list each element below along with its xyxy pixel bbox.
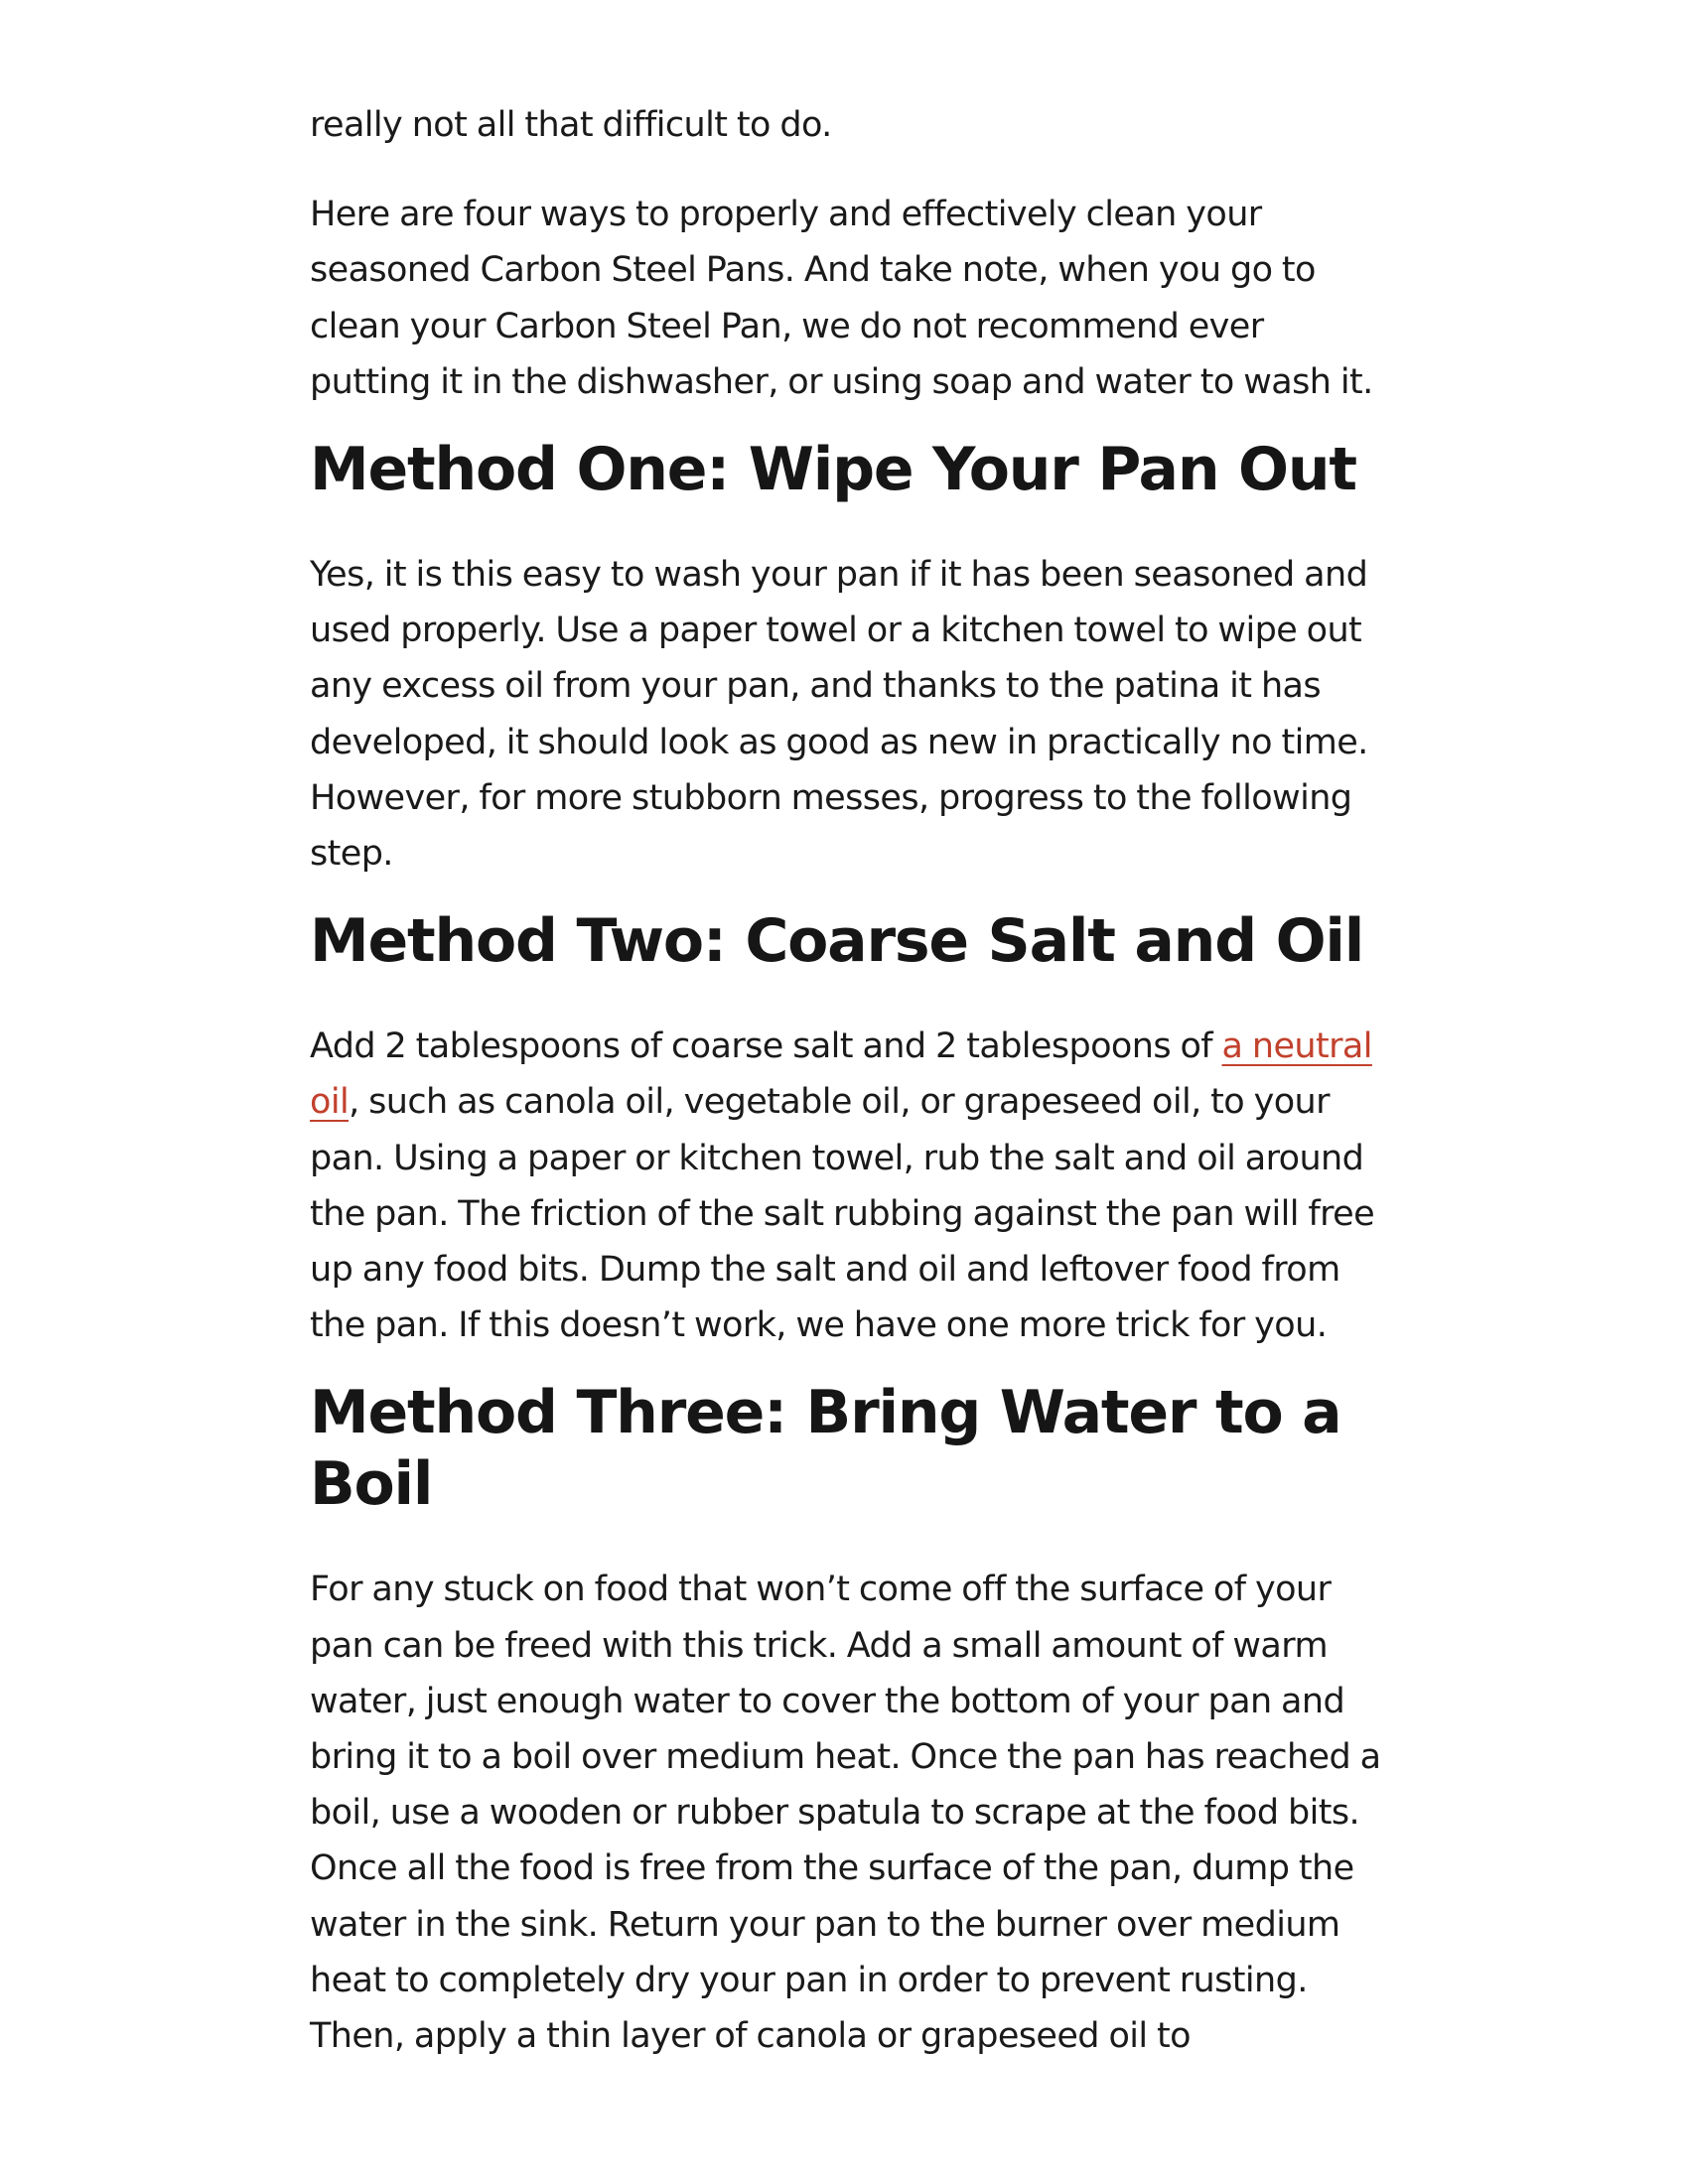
paragraph-method-three: For any stuck on food that won’t come off the surface of your pan can be freed with this trick. Add a small amount of warm water, just enough water to cover the bottom of your pan and bring it to a boil over medium heat. Once the pan has reached a boil, use a wooden or rubber spatula to scrape at the food bits. Once all the food is free from the surface of the pan, dump the water in the sink. Return your pan to the burner over medium heat to completely dry your pan in order to prevent rusting. Then, apply a thin layer of canola or grapeseed oil to [310, 1570, 1381, 2057]
article-body [310, 97, 1392, 2064]
heading-method-three: Method Three: Bring Water to a Boil [310, 1378, 1341, 1520]
paragraph-intro-end: really not all that difficult to do. [310, 105, 832, 145]
paragraph-four-ways: Here are four ways to properly and effectively clean your seasoned Carbon Steel Pans. And take note, when you go to clean your Carbon Steel Pan, we do not recommend ever putting it in the dishwasher, or using soap and water to wash it. [310, 195, 1373, 402]
method-two-text-before-link: Add 2 tablespoons of coarse salt and 2 tablespoons of [310, 1026, 1222, 1067]
method-two-text-after-link: , such as canola oil, vegetable oil, or grapeseed oil, to your pan. Using a paper or kitchen towel, rub the salt and oil around the pan. The friction of the salt rubbing against the pan will free up any food bits. Dump the salt and oil and leftover food from the pan. If this doesn’t work, we have one more trick for you. [310, 1082, 1375, 1346]
paragraph-method-two [310, 1019, 1392, 1353]
heading-method-one: Method One: Wipe Your Pan Out [310, 435, 1356, 505]
heading-method-two: Method Two: Coarse Salt and Oil [310, 906, 1364, 977]
paragraph-method-one: Yes, it is this easy to wash your pan if it has been seasoned and used properly. Use a paper towel or a kitchen towel to wipe out any excess oil from your pan, and thanks to the patina it has developed, it should look as good as new in practically no time. However, for more stubborn messes, progress to the following step. [310, 555, 1368, 875]
neutral-oil-link[interactable]: a neutral oil [310, 1026, 1372, 1123]
